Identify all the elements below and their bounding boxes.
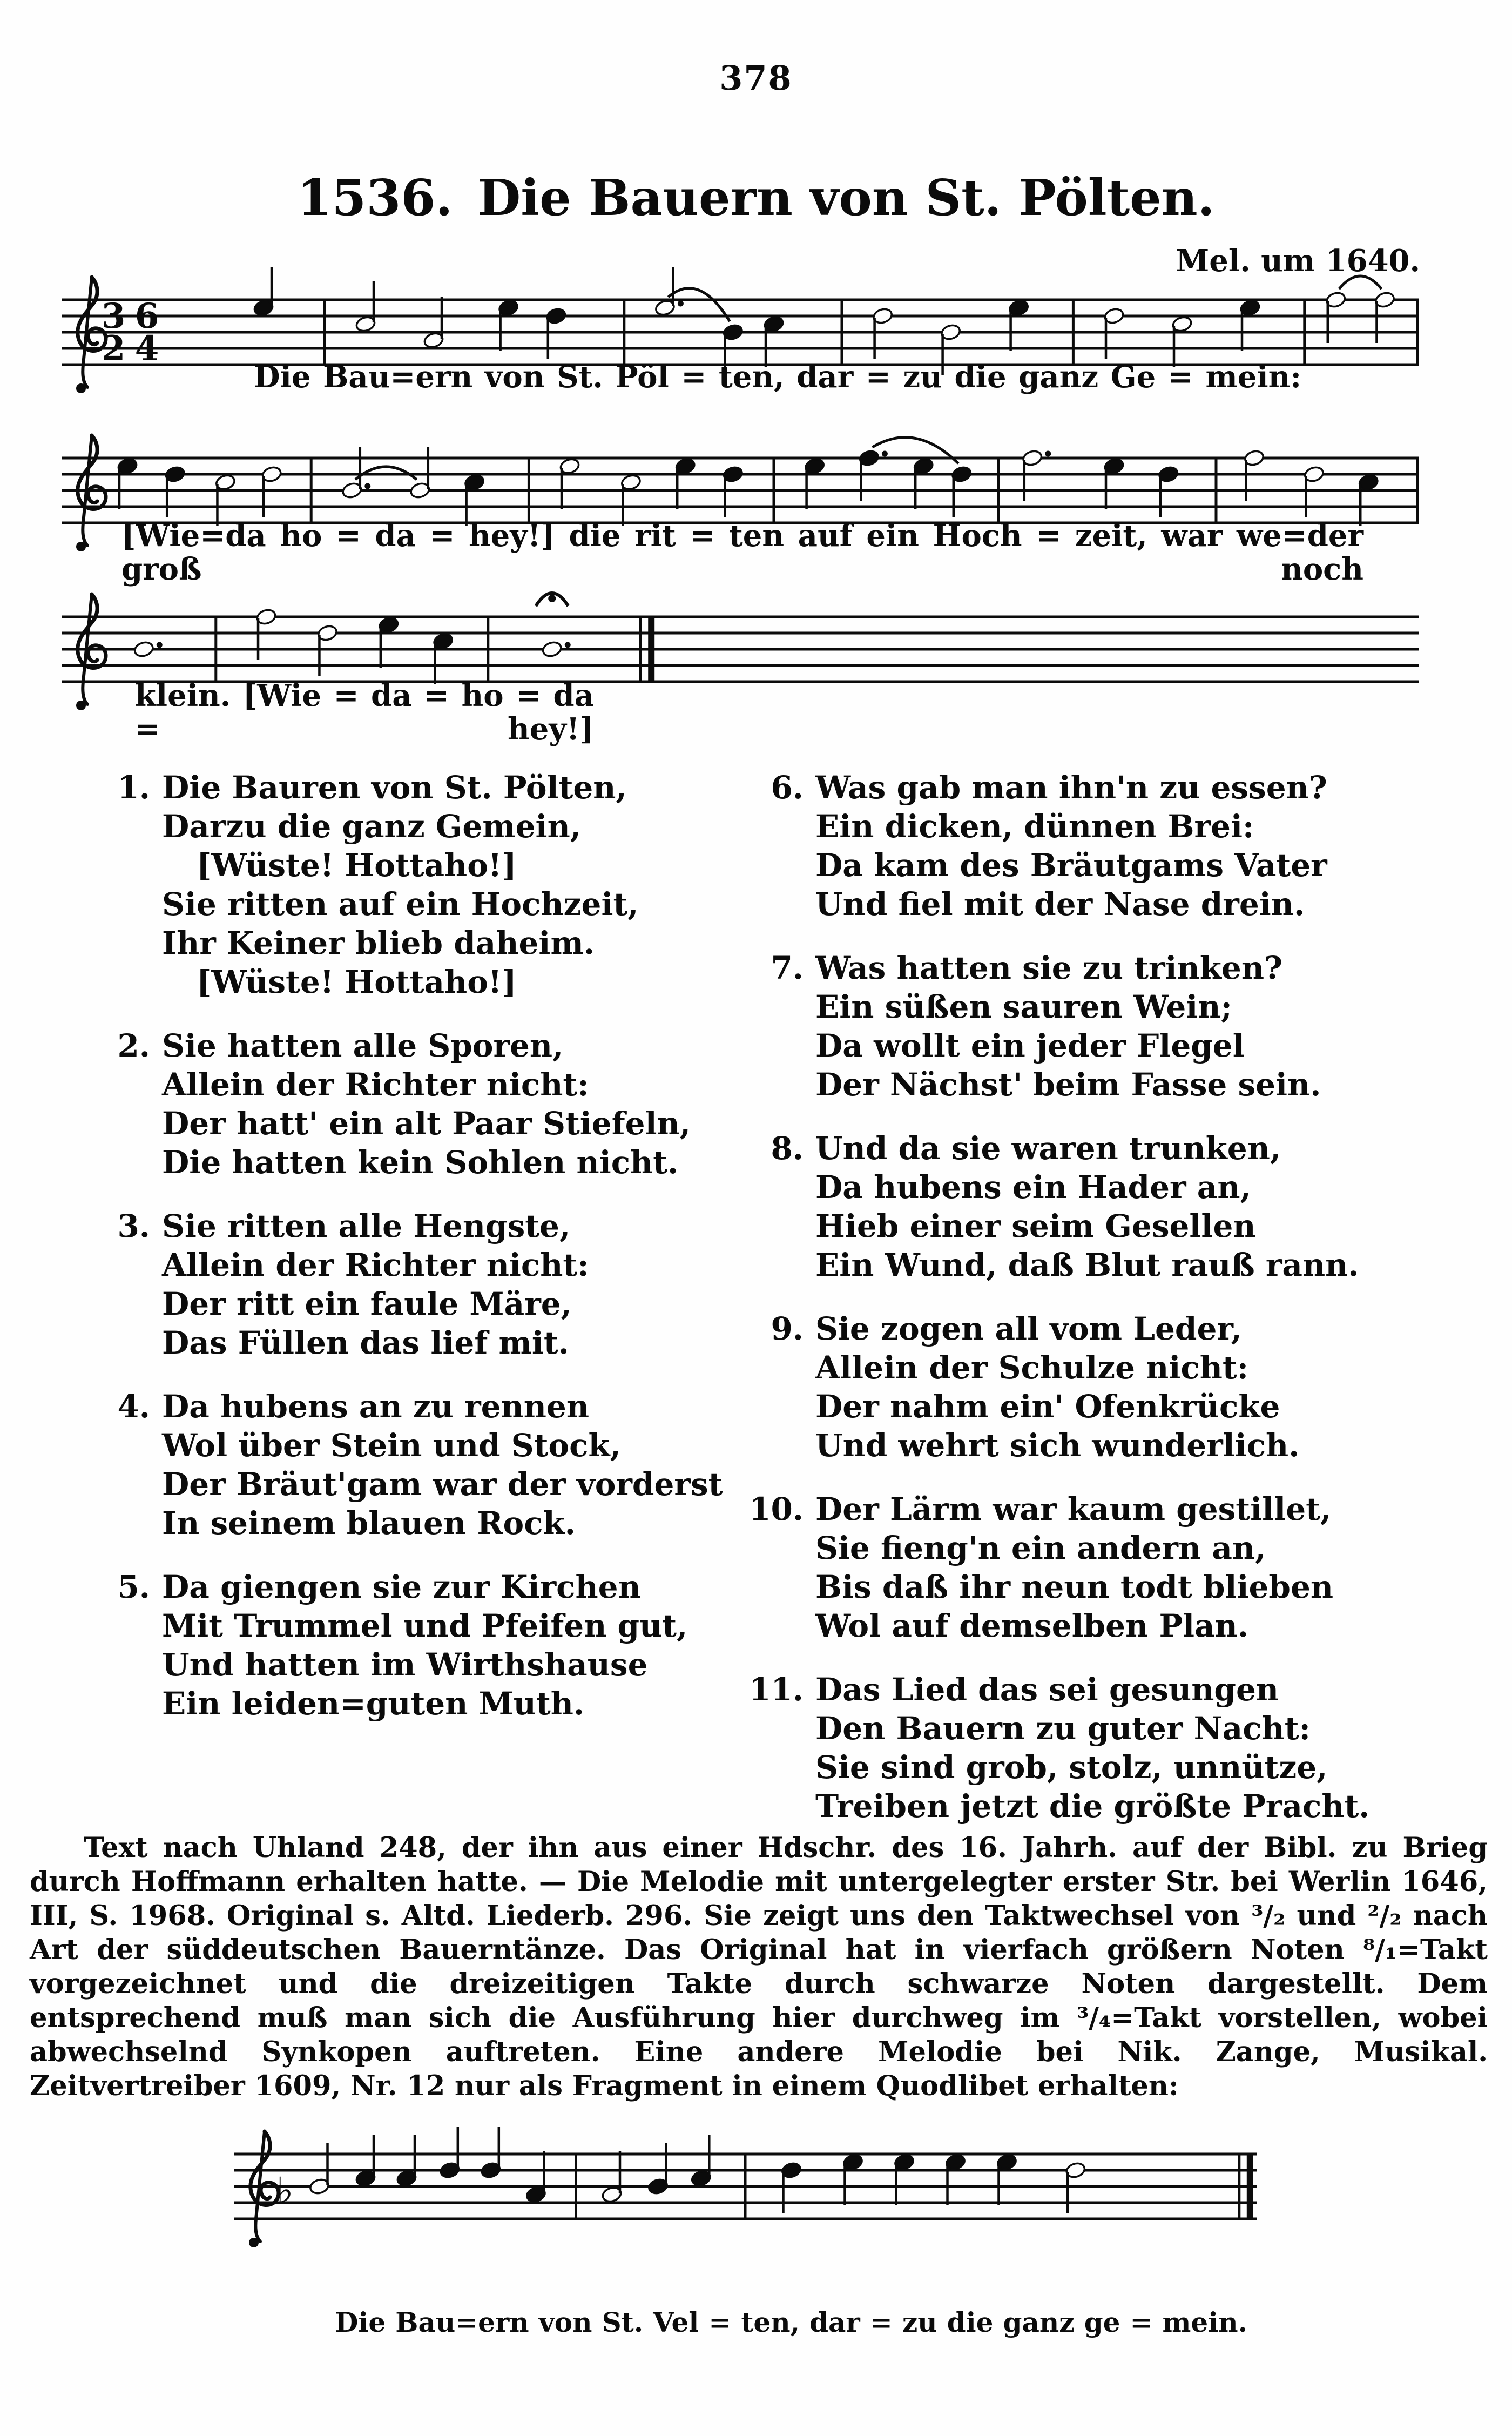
music-note [913,457,934,509]
verse-line: Wol über Stein und Stock, [162,1427,621,1464]
music-note [1008,299,1030,351]
slur-arc [872,438,958,463]
verse-line: Sie ritten auf ein Hochzeit, [162,886,639,923]
verse-line: Ein süßen sauren Wein; [815,988,1232,1025]
music-note [423,297,444,349]
music-note [996,2153,1018,2205]
verse-line: Das Füllen das lief mit. [162,1324,569,1361]
treble-clef-icon [249,2131,279,2247]
song-title-text: Die Bauern von St. Pölten. [477,169,1215,227]
verse-3 [92,1207,734,1362]
music-note [804,457,826,509]
verse-number: 6. [771,769,804,806]
verse-line: Da hubens an zu rennen [162,1388,589,1425]
verse-line: Sie ritten alle Hengste, [162,1208,571,1244]
verse-line: Allein der Richter nicht: [162,1066,589,1103]
music-note [396,2135,417,2188]
verse-line: Bis daß ihr neun todt blieben [815,1569,1334,1605]
verse-line: Da kam des Bräutgams Vater [815,847,1327,884]
staff-1-lyrics: Die Bau=ern von St. Pöl = ten, dar = zu die ganz Ge = mein: [254,359,1301,395]
verse-line: Der Nächst' beim Fasse sein. [815,1066,1321,1103]
verse-number: 2. [117,1027,150,1064]
verse-line: Ein dicken, dünnen Brei: [815,808,1254,845]
verse-line: Das Lied das sei gesungen [815,1671,1279,1708]
verse-line: Sie sind grob, stolz, unnütze, [815,1749,1328,1786]
verse-line: Ihr Keiner blieb daheim. [162,925,595,961]
verse-line: Da wollt ein jeder Flegel [815,1027,1245,1064]
page-number: 378 [719,58,793,98]
verse-line: Und hatten im Wirthshause [162,1646,648,1683]
verse-1 [92,768,734,1001]
verse-lines [815,768,1474,924]
music-note [498,299,519,351]
verse-number: 3. [117,1208,150,1244]
verse-line: Da hubens ein Hader an, [815,1169,1251,1206]
verse-number: 7. [771,950,804,986]
verse-line: Hieb einer seim Gesellen [815,1208,1256,1244]
verse-line: Der Lärm war kaum gestillet, [815,1491,1332,1527]
verse-lines [815,1309,1474,1465]
verse-line: Der nahm ein' Ofenkrücke [815,1388,1280,1425]
music-note [378,616,400,668]
verse-4 [92,1387,734,1543]
verse-9 [745,1309,1474,1465]
music-note [433,632,454,684]
verse-line: Was hatten sie zu trinken? [815,950,1282,986]
verse-number: 10. [749,1491,804,1527]
music-note [117,457,138,509]
verse-line: Allein der Schulze nicht: [815,1349,1249,1386]
verses-column-right [745,768,1474,1850]
verse-lines [815,1129,1474,1284]
verse-line: Treiben jetzt die größte Pracht. [815,1788,1370,1825]
treble-clef-icon [76,435,106,551]
verse-line: Und wehrt sich wunderlich. [815,1427,1300,1464]
time-signature-top: 6 [134,296,159,337]
verse-line: [Wüste! Hottaho!] [197,964,517,1000]
music-staff-4 [232,2122,1258,2257]
time-signature-top: 3 [101,296,126,337]
treble-clef-icon [76,594,106,710]
verse-number: 11. [749,1671,804,1708]
verse-line: Und da sie waren trunken, [815,1130,1281,1167]
staff-3-lyrics: klein. [Wie = da = ho = da = hey!] [135,678,594,747]
verse-5 [92,1567,734,1723]
verse-line: Allein der Richter nicht: [162,1247,589,1283]
verse-line: [Wüste! Hottaho!] [197,847,517,884]
tie-arc [1339,276,1382,289]
verse-line: Sie fieng'n ein andern an, [815,1530,1266,1566]
verse-line: Der hatt' ein alt Paar Stiefeln, [162,1105,691,1142]
verse-number: 9. [771,1310,804,1347]
verse-line: Den Bauern zu guter Nacht: [815,1710,1311,1747]
verse-line: Der Bräut'gam war der vorderst [162,1466,723,1503]
song-number: 1536. [297,169,453,227]
verse-lines [815,1670,1474,1826]
verse-11 [745,1670,1474,1826]
music-note [1103,457,1125,509]
melody-date-note: Mel. um 1640. [1176,243,1420,279]
verse-line: In seinem blauen Rock. [162,1505,576,1542]
verse-line: Die Bauren von St. Pölten, [162,769,627,806]
verse-line: Ein Wund, daß Blut rauß rann. [815,1247,1359,1283]
music-note [690,2135,712,2188]
verse-7 [745,948,1474,1104]
footnote: Text nach Uhland 248, der ihn aus einer Hdschr. des 16. Jahrh. auf der Bibl. zu Brieg durch Hoffmann erhalten hatte. — Die Melodie mit untergelegter erster Str. bei Werlin 1646, III, S. 1968. Original s. Altd. Liederb. 296. Sie zeigt uns den Taktwechsel von ³/₂ und ²/₂ nach Art der süddeutschen Bauerntänze. Das Original hat in vierfach größern Noten ⁸/₁=Takt vorgezeichnet und die dreizeitigen Takte durch schwarze Noten dargestellt. Dem entsprechend muß man sich die Ausführung hier durchweg im ³/₄=Takt vorstellen, wobei abwechselnd Synkopen auftreten. Eine andere Melodie bei Nik. Zange, Musikal. Zeitvertreiber 1609, Nr. 12 nur als Fragment in einem Quodlibet erhalten: [30,1832,1488,2102]
verse-8 [745,1129,1474,1284]
verse-number: 4. [117,1388,150,1425]
music-note [525,2151,547,2204]
time-signature-bottom: 2 [101,328,126,369]
staff-4-lyrics: Die Bau=ern von St. Vel = ten, dar = zu die ganz ge = mein. [335,2306,1247,2338]
flat-sign: ♭ [276,2169,294,2211]
music-note [894,2153,915,2205]
verse-line: Mit Trummel und Pfeifen gut, [162,1607,688,1644]
verse-line: Was gab man ihn'n zu essen? [815,769,1327,806]
verse-line: Sie zogen all vom Leder, [815,1310,1242,1347]
verse-number: 5. [117,1569,150,1605]
verse-lines [162,1026,734,1182]
verse-6 [745,768,1474,924]
verse-number: 8. [771,1130,804,1167]
music-note [355,2135,376,2188]
verse-lines [815,948,1474,1104]
verses-column-left [92,768,734,1748]
verse-line: Der ritt ein faule Märe, [162,1286,572,1322]
verse-lines [162,1207,734,1362]
verse-line: Ein leiden=guten Muth. [162,1685,585,1722]
music-note [253,267,274,317]
verse-line: Und fiel mit der Nase drein. [815,886,1305,923]
verse-lines [815,1490,1474,1645]
music-note [355,281,376,333]
music-note [654,267,730,321]
verse-number: 1. [117,769,150,806]
music-note [674,457,696,509]
music-note [1239,299,1261,351]
verse-2 [92,1026,734,1182]
verse-lines [162,1387,734,1543]
verse-line: Die hatten kein Sohlen nicht. [162,1144,679,1181]
staff-2-lyrics: [Wie=da ho = da = hey!] die rit = ten auf ein Hoch = zeit, war we=der groß noch [122,518,1364,587]
verse-line: Darzu die ganz Gemein, [162,808,581,845]
music-note [945,2153,967,2205]
verse-line: Da giengen sie zur Kirchen [162,1569,641,1605]
verse-lines [162,1567,734,1723]
verse-line: Wol auf demselben Plan. [815,1607,1249,1644]
verse-line: Sie hatten alle Sporen, [162,1027,564,1064]
song-title [0,169,1512,227]
music-note [559,457,580,509]
verse-lines [162,768,734,1001]
music-note [842,2153,864,2205]
time-signature-bottom: 4 [134,328,159,369]
verse-10 [745,1490,1474,1645]
music-note [601,2151,623,2204]
